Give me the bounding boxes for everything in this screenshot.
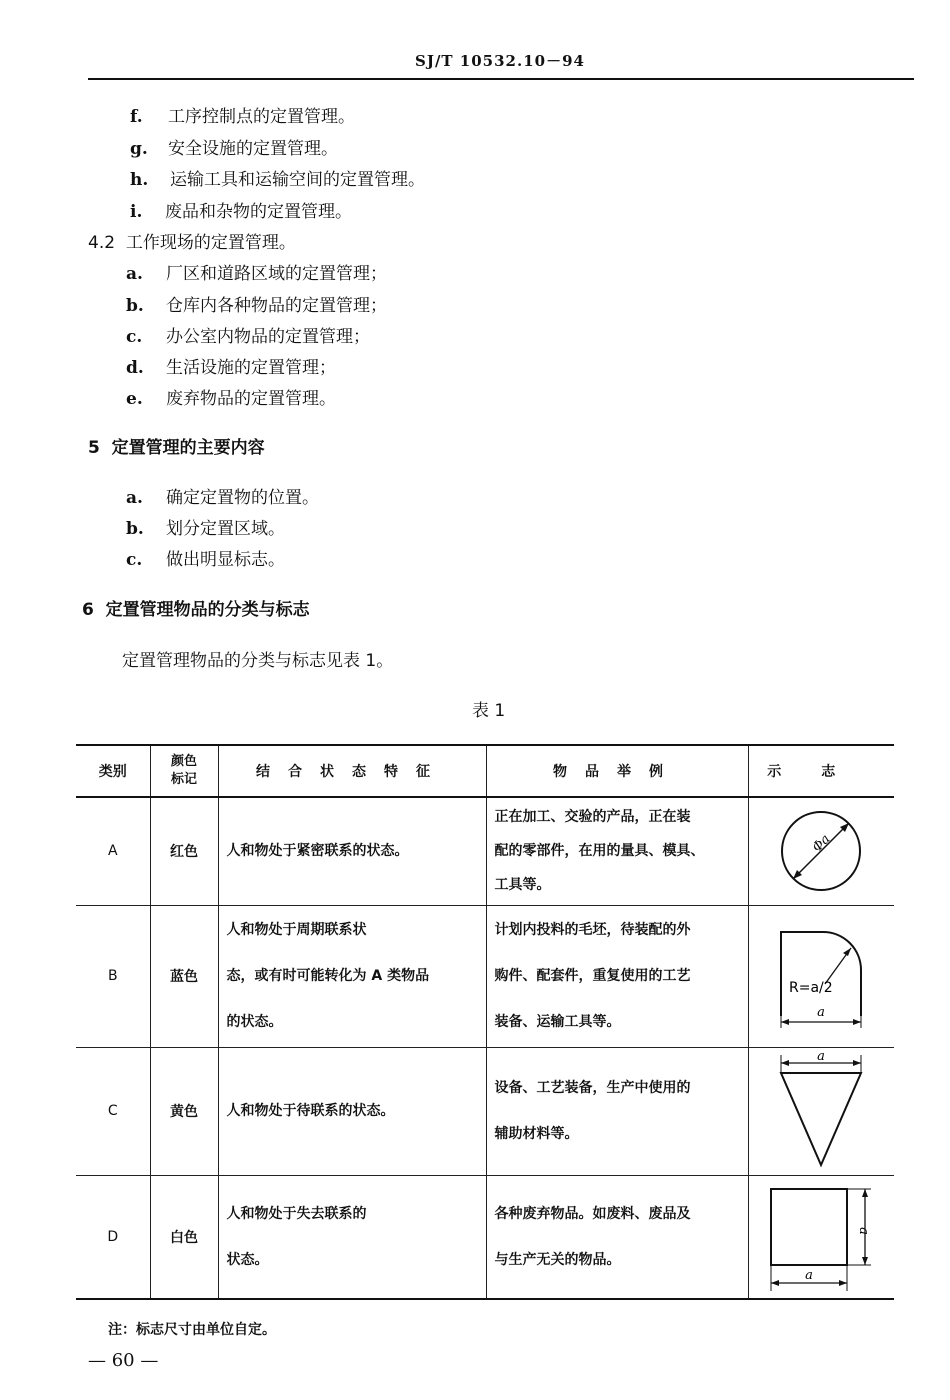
item-text: 仓库内各种物品的定置管理； xyxy=(166,296,387,316)
item-mark: e. xyxy=(126,389,143,409)
document-code: SJ/T 10532.10－94 xyxy=(415,52,585,70)
row-examples xyxy=(486,905,748,1047)
example-line: 与生产无关的物品。 xyxy=(494,1251,621,1268)
list-item xyxy=(126,483,319,508)
list-item xyxy=(126,259,387,284)
table-header-row xyxy=(76,745,894,797)
row-category: B xyxy=(76,905,150,1047)
list-item xyxy=(130,134,338,159)
sign-label: a xyxy=(817,1051,826,1064)
feature-line: 人和物处于周期联系状 xyxy=(226,922,367,938)
item-text: 工序控制点的定置管理。 xyxy=(168,107,355,127)
header-rule xyxy=(88,78,914,80)
row-feature xyxy=(218,1175,486,1299)
row-examples xyxy=(486,797,748,905)
example-line: 配的零部件，在用的量具、模具、 xyxy=(494,843,705,860)
header-examples: 物品举例 xyxy=(486,745,748,797)
feature-line: 态，或有时可能转化为 A 类物品 xyxy=(226,968,430,984)
example-line: 辅助材料等。 xyxy=(494,1126,579,1142)
item-mark: g. xyxy=(130,139,148,159)
item-mark: a. xyxy=(126,488,143,508)
classification-table xyxy=(76,744,894,1300)
table-row xyxy=(76,1047,894,1175)
example-line: 设备、工艺装备，生产中使用的 xyxy=(494,1080,691,1096)
row-feature xyxy=(218,1047,486,1175)
row-examples xyxy=(486,1175,748,1299)
item-text: 确定定置物的位置。 xyxy=(166,488,319,508)
list-item xyxy=(126,384,336,409)
sign-label: R=a/2 xyxy=(789,980,833,996)
item-text: 运输工具和运输空间的定置管理。 xyxy=(170,170,425,190)
header-feature: 结合状态特征 xyxy=(218,745,486,797)
header-color-line2: 标记 xyxy=(170,772,197,787)
table-row xyxy=(76,1175,894,1299)
feature-line: 状态。 xyxy=(226,1251,269,1268)
item-mark: f. xyxy=(130,107,143,127)
item-text: 办公室内物品的定置管理； xyxy=(166,327,370,347)
list-item xyxy=(126,353,336,378)
example-line: 装备、运输工具等。 xyxy=(494,1014,621,1030)
section-5-title: 5 定置管理的主要内容 xyxy=(88,438,265,458)
list-item xyxy=(126,514,285,539)
row-sign xyxy=(748,797,894,905)
header-color-line1: 颜色 xyxy=(170,754,197,769)
item-mark: c. xyxy=(126,550,143,570)
row-sign xyxy=(748,1175,894,1299)
item-text: 生活设施的定置管理； xyxy=(166,358,336,378)
row-sign xyxy=(748,905,894,1047)
row-color: 蓝色 xyxy=(150,905,218,1047)
feature-line: 人和物处于紧密联系的状态。 xyxy=(226,843,409,860)
section-6-title: 6 定置管理物品的分类与标志 xyxy=(82,600,310,620)
item-text: 做出明显标志。 xyxy=(166,550,285,570)
section-4-2-title: 4.2 工作现场的定置管理。 xyxy=(88,233,296,253)
list-item xyxy=(130,165,425,190)
list-item xyxy=(130,197,352,222)
header-color xyxy=(150,745,218,797)
item-text: 安全设施的定置管理。 xyxy=(168,139,338,159)
row-feature xyxy=(218,797,486,905)
row-feature xyxy=(218,905,486,1047)
row-color: 黄色 xyxy=(150,1047,218,1175)
row-category: C xyxy=(76,1047,150,1175)
item-text: 厂区和道路区域的定置管理； xyxy=(166,264,387,284)
page-number: — 60 — xyxy=(88,1350,159,1371)
example-line: 购件、配套件，重复使用的工艺 xyxy=(494,968,691,984)
table-note: 注：标志尺寸由单位自定。 xyxy=(108,1322,276,1338)
header-category: 类别 xyxy=(76,745,150,797)
list-item xyxy=(126,291,387,316)
list-item xyxy=(126,322,370,347)
header-sign: 示志 xyxy=(748,745,894,797)
sign-label: a xyxy=(856,1226,872,1235)
sign-label: Φa xyxy=(809,831,834,856)
item-mark: b. xyxy=(126,519,144,539)
item-mark: i. xyxy=(130,202,143,222)
table-row xyxy=(76,797,894,905)
example-line: 各种废弃物品。如废料、废品及 xyxy=(494,1205,691,1222)
list-item xyxy=(126,545,285,570)
table-row xyxy=(76,905,894,1047)
rounded-sign-icon xyxy=(771,916,871,1036)
feature-line: 人和物处于待联系的状态。 xyxy=(226,1103,395,1119)
list-item xyxy=(130,102,355,127)
item-mark: h. xyxy=(130,170,149,190)
table-caption: 表 1 xyxy=(472,701,506,721)
sign-label: a xyxy=(817,1005,826,1020)
item-text: 废品和杂物的定置管理。 xyxy=(165,202,352,222)
section-6-paragraph: 定置管理物品的分类与标志见表 1。 xyxy=(122,651,394,671)
row-color: 白色 xyxy=(150,1175,218,1299)
item-text: 废弃物品的定置管理。 xyxy=(166,389,336,409)
circle-sign-icon xyxy=(776,806,866,896)
example-line: 正在加工、交验的产品，正在装 xyxy=(494,809,691,826)
example-line: 工具等。 xyxy=(494,877,551,894)
square-sign-icon xyxy=(763,1179,879,1295)
row-sign xyxy=(748,1047,894,1175)
row-examples xyxy=(486,1047,748,1175)
item-text: 划分定置区域。 xyxy=(166,519,285,539)
item-mark: c. xyxy=(126,327,143,347)
item-mark: b. xyxy=(126,296,144,316)
item-mark: a. xyxy=(126,264,143,284)
feature-line: 的状态。 xyxy=(226,1014,283,1030)
example-line: 计划内投料的毛坯，待装配的外 xyxy=(494,922,691,938)
feature-line: 人和物处于失去联系的 xyxy=(226,1205,367,1222)
row-category: D xyxy=(76,1175,150,1299)
item-mark: d. xyxy=(126,358,144,378)
row-category: A xyxy=(76,797,150,905)
triangle-sign-icon xyxy=(771,1051,871,1171)
sign-label: a xyxy=(805,1267,814,1283)
row-color: 红色 xyxy=(150,797,218,905)
